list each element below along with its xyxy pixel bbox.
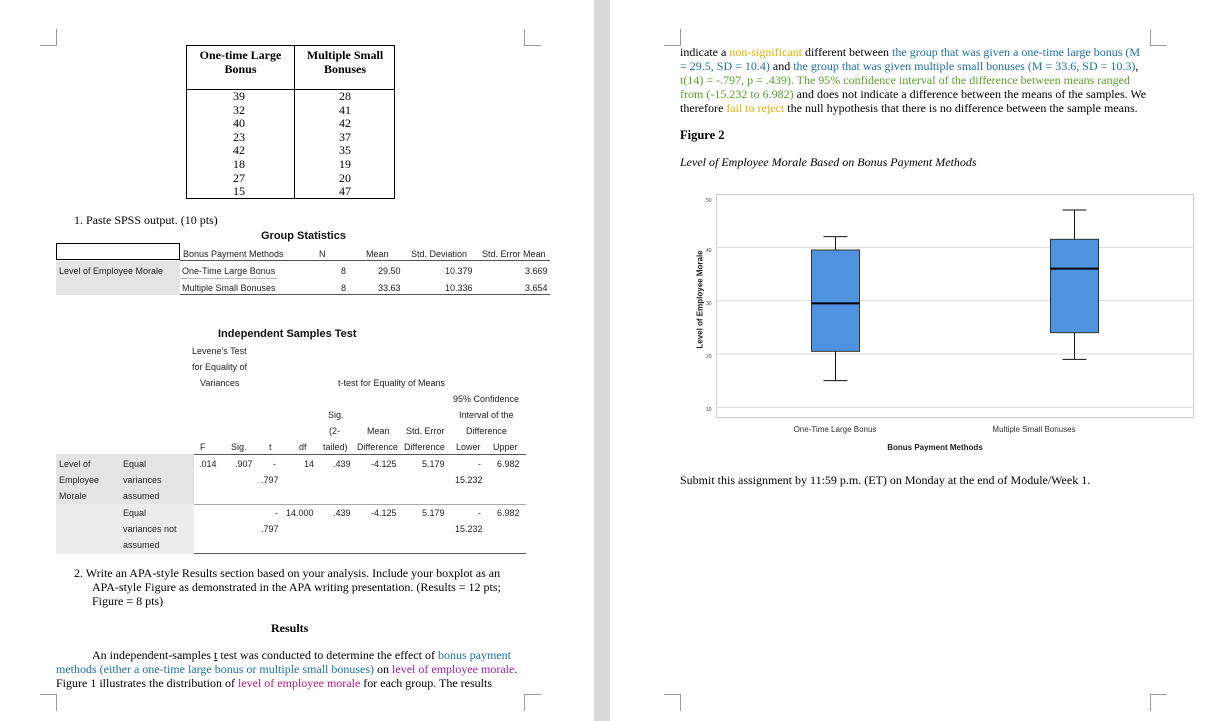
row1-f: .014	[199, 459, 217, 469]
row2-t-sign: -	[275, 508, 278, 518]
row1-lower: 15.232	[455, 475, 483, 485]
crop-mark	[40, 694, 57, 711]
group-stats-title: Group Statistics	[261, 230, 346, 242]
ttest-header: t-test for Equality of Means	[338, 378, 446, 388]
row2-label-1: Equal	[123, 508, 147, 518]
row2-lower: 15.232	[455, 524, 483, 534]
levene-header-2: for Equality of	[192, 362, 248, 372]
discussion-line4: from (-15.232 to 6.982) and does not indicate a difference between the means of the samples. We	[680, 87, 1147, 101]
figure-caption: Level of Employee Morale Based on Bonus Payment Methods	[680, 155, 977, 169]
results-heading: Results	[271, 621, 309, 635]
row2-t: .797	[261, 524, 279, 534]
discussion-line3: t(14) = -.797, p = .439). The 95% confidence interval of the difference between means ranged	[680, 73, 1130, 87]
lower-header: Lower	[456, 442, 481, 452]
row2-label-2: variances not	[123, 524, 177, 534]
data-cell: 19	[339, 156, 351, 171]
document-page-right	[610, 0, 1207, 721]
crop-mark	[1150, 694, 1167, 711]
raw-data-table	[186, 45, 395, 199]
y-tick-label: 40	[706, 248, 712, 254]
dv-label-1: Level of	[59, 459, 91, 469]
dv-label-2: Employee	[59, 475, 100, 485]
data-cell: 37	[339, 129, 351, 144]
row1-label-2: variances	[123, 475, 162, 485]
page-gutter	[594, 0, 610, 721]
row1-label-1: Equal	[123, 459, 147, 469]
x-axis-label: Bonus Payment Methods	[887, 443, 983, 452]
sed-header-2: Difference	[404, 442, 445, 452]
ci-header-1: 95% Confidence	[453, 394, 520, 404]
gs-header-sd: Std. Deviation	[411, 249, 468, 259]
data-cell: 35	[339, 143, 351, 158]
data-cell: 32	[233, 102, 245, 117]
ind-test-title: Independent Samples Test	[218, 328, 357, 340]
ci-header-3: Difference	[466, 426, 507, 436]
y-tick-label: 50	[706, 198, 712, 204]
f-header: F	[200, 442, 206, 452]
y-tick-label: 30	[706, 301, 712, 307]
md-header-1: Mean	[367, 426, 390, 436]
ind-samples-table	[56, 340, 526, 555]
question-2-line3: Figure = 8 pts)	[92, 594, 164, 608]
figure-label: Figure 2	[680, 128, 725, 142]
t-header: t	[269, 442, 272, 452]
data-cell: 47	[339, 184, 351, 199]
plot-frame	[717, 195, 1194, 418]
y-axis-label: Level of Employee Morale	[695, 250, 705, 349]
data-cell: 20	[339, 170, 351, 185]
data-cell: 41	[339, 102, 351, 117]
crop-mark	[40, 29, 57, 46]
box-0	[812, 250, 860, 351]
data-cell: 18	[233, 156, 245, 171]
gs-row2-sd: 10.336	[445, 283, 473, 293]
row1-sed: 5.179	[422, 459, 445, 469]
gs-row2-n: 8	[341, 283, 347, 293]
question-1: 1. Paste SPSS output. (10 pts)	[74, 213, 218, 227]
document-page-left	[0, 0, 594, 721]
row2-sig2: .439	[333, 508, 351, 518]
sig2-header-2: (2-	[329, 426, 340, 436]
row2-lower-sign: -	[478, 508, 481, 518]
discussion-line5: therefore fail to reject the null hypothesis that there is no difference between the sample means.	[680, 101, 1138, 115]
discussion-line2: = 29.5, SD = 10.4) and the group that was given multiple small bonuses (M = 33.6, SD = 10.3),	[680, 59, 1139, 73]
row1-md: -4.125	[371, 459, 397, 469]
levene-header: Levene's Test	[192, 346, 247, 356]
gs-row1-se: 3.669	[525, 266, 548, 276]
row1-t-sign: -	[273, 459, 276, 469]
discussion-line1: indicate a non-significant different between the group that was given a one-time large bonus (M	[680, 45, 1141, 59]
submit-note: Submit this assignment by 11:59 p.m. (ET) on Monday at the end of Module/Week 1.	[680, 473, 1091, 487]
row1-upper: 6.982	[497, 459, 520, 469]
row1-sig2: .439	[333, 459, 351, 469]
boxplot-chart	[716, 190, 1194, 426]
gs-row1-group: One-Time Large Bonus	[182, 266, 276, 276]
gs-header-group: Bonus Payment Methods	[183, 249, 284, 259]
x-tick-label: Multiple Small Bonuses	[992, 425, 1076, 434]
group-stats-table	[56, 243, 550, 296]
gs-row2-group: Multiple Small Bonuses	[182, 283, 276, 293]
gs-row1-sd: 10.379	[445, 266, 473, 276]
df-header: df	[299, 442, 307, 452]
gs-header-n: N	[319, 249, 326, 259]
upper-header: Upper	[493, 442, 518, 452]
results-line2: methods (either a one-time large bonus or multiple small bonuses) on level of employee morale.	[56, 662, 518, 676]
row1-label-3: assumed	[123, 491, 160, 501]
col1-values	[217, 90, 261, 199]
x-tick-label: One-Time Large Bonus	[793, 425, 877, 434]
col2-header: Multiple Small Bonuses	[306, 48, 384, 76]
gs-dv-label: Level of Employee Morale	[59, 266, 164, 276]
data-cell: 15	[233, 184, 245, 199]
row1-df: 14	[304, 459, 315, 469]
col2-values	[323, 90, 367, 199]
row2-md: -4.125	[371, 508, 397, 518]
gs-header-mean: Mean	[366, 249, 389, 259]
results-line3: Figure 1 illustrates the distribution of level of employee morale for each group. The results	[56, 676, 493, 690]
gs-header-se: Std. Error Mean	[482, 249, 546, 259]
sig2-header-1: Sig.	[328, 410, 344, 420]
row1-t: .797	[261, 475, 279, 485]
ci-header-2: Interval of the	[459, 410, 514, 420]
question-2-line1: 2. Write an APA-style Results section based on your analysis. Include your boxplot as an	[74, 566, 501, 580]
y-tick-label: 10	[706, 407, 712, 413]
sed-header-1: Std. Error	[406, 426, 445, 436]
crop-mark	[664, 29, 681, 46]
data-cell: 40	[233, 116, 245, 131]
data-cell: 27	[233, 170, 245, 185]
sig-header: Sig.	[231, 442, 247, 452]
row1-lower-sign: -	[478, 459, 481, 469]
data-cell: 42	[233, 143, 245, 158]
data-cell: 39	[233, 89, 245, 103]
row2-label-3: assumed	[123, 540, 160, 550]
row2-df: 14.000	[286, 508, 314, 518]
row2-upper: 6.982	[497, 508, 520, 518]
sig2-header-3: tailed)	[323, 442, 348, 452]
crop-mark	[524, 694, 541, 711]
data-cell: 28	[339, 89, 351, 103]
row1-sig: .907	[235, 459, 253, 469]
col1-header: One-time Large Bonus	[199, 48, 282, 76]
results-line1: An independent-samples t test was conducted to determine the effect of bonus payment	[92, 648, 512, 662]
data-cell: 42	[339, 116, 351, 131]
crop-mark	[524, 29, 541, 46]
box-1	[1051, 239, 1099, 332]
levene-header-3: Variances	[200, 378, 240, 388]
data-cell: 23	[233, 129, 245, 144]
y-tick-label: 20	[706, 354, 712, 360]
gs-row1-mean: 29.50	[378, 266, 401, 276]
gs-row1-n: 8	[341, 266, 347, 276]
crop-mark	[1150, 29, 1167, 46]
question-2-line2: APA-style Figure as demonstrated in the APA writing presentation. (Results = 12 pts;	[92, 580, 501, 594]
row2-sed: 5.179	[422, 508, 445, 518]
gs-row2-se: 3.654	[525, 283, 548, 293]
gs-row2-mean: 33.63	[378, 283, 401, 293]
md-header-2: Difference	[357, 442, 398, 452]
dv-label-3: Morale	[59, 491, 87, 501]
crop-mark	[664, 694, 681, 711]
